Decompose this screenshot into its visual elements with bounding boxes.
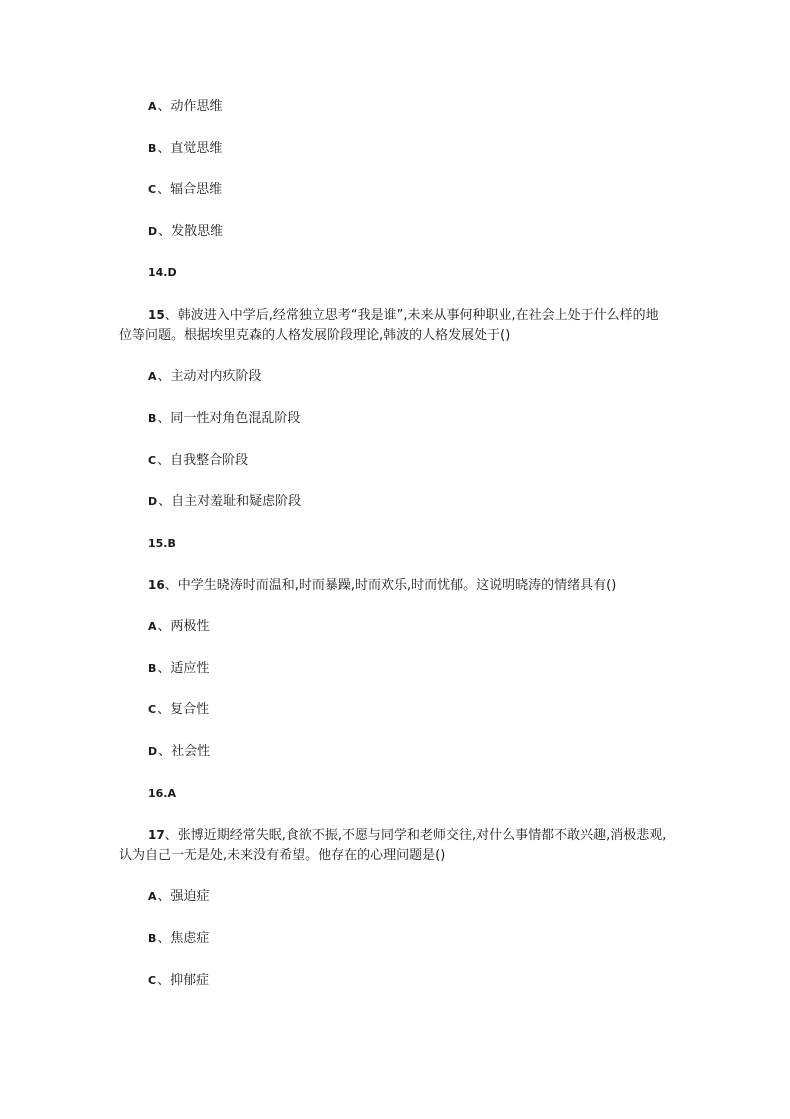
- q16-answer: 16.A: [148, 787, 176, 800]
- option-letter: B: [148, 932, 157, 945]
- q15-option-b: [148, 410, 300, 428]
- q14-option-d: [148, 223, 223, 241]
- question-separator: 、: [164, 828, 178, 843]
- option-separator: 、: [157, 141, 171, 156]
- option-text: 发散思维: [171, 224, 224, 239]
- option-text: 适应性: [170, 661, 210, 676]
- q17-option-c: [148, 972, 209, 990]
- option-text: 直觉思维: [170, 141, 223, 156]
- option-separator: 、: [157, 973, 171, 988]
- question-number: 17: [148, 828, 165, 842]
- option-separator: 、: [157, 369, 171, 384]
- question-separator: 、: [164, 578, 178, 593]
- option-letter: C: [148, 703, 157, 716]
- q14-answer: 14.D: [148, 266, 177, 279]
- q14-option-c: [148, 181, 222, 199]
- option-separator: 、: [157, 931, 171, 946]
- option-text: 同一性对角色混乱阶段: [170, 411, 301, 426]
- question-text: 韩波进入中学后,经常独立思考“我是谁”,未来从事何种职业,在社会上处于什么样的地位等问题。根据埃里克森的人格发展阶段理论,韩波的人格发展处于(): [119, 308, 659, 343]
- question-text: 中学生晓涛时而温和,时而暴躁,时而欢乐,时而忧郁。这说明晓涛的情绪具有(): [177, 578, 617, 593]
- option-letter: C: [148, 974, 157, 987]
- option-letter: D: [148, 745, 158, 758]
- q15-option-d: [148, 493, 301, 511]
- option-text: 自我整合阶段: [170, 453, 249, 468]
- q16-stem: [119, 575, 679, 596]
- option-separator: 、: [157, 661, 171, 676]
- option-text: 复合性: [170, 702, 210, 717]
- question-separator: 、: [164, 308, 178, 323]
- q16-option-a: [148, 618, 210, 636]
- option-letter: C: [148, 183, 157, 196]
- option-letter: D: [148, 225, 158, 238]
- q15-stem: [119, 305, 667, 346]
- option-text: 自主对羞耻和疑虑阶段: [171, 494, 302, 509]
- option-separator: 、: [157, 702, 171, 717]
- option-separator: 、: [158, 224, 172, 239]
- option-letter: B: [148, 662, 157, 675]
- q15-option-a: [148, 368, 262, 386]
- option-text: 焦虑症: [170, 931, 210, 946]
- option-separator: 、: [157, 411, 171, 426]
- option-text: 动作思维: [170, 99, 223, 114]
- option-letter: A: [148, 370, 157, 383]
- option-text: 抑郁症: [170, 973, 210, 988]
- question-number: 16: [148, 578, 165, 592]
- q17-stem: [119, 825, 667, 866]
- q16-option-b: [148, 660, 209, 678]
- q15-answer: 15.B: [148, 537, 176, 550]
- option-text: 主动对内疚阶段: [170, 369, 262, 384]
- q14-option-b: [148, 140, 222, 158]
- option-letter: D: [148, 495, 158, 508]
- option-text: 社会性: [171, 744, 211, 759]
- q14-option-a: [148, 98, 223, 116]
- option-separator: 、: [157, 453, 171, 468]
- option-text: 两极性: [170, 619, 210, 634]
- option-letter: B: [148, 412, 157, 425]
- q15-option-c: [148, 452, 248, 470]
- option-letter: C: [148, 454, 157, 467]
- option-letter: B: [148, 142, 157, 155]
- question-number: 15: [148, 308, 165, 322]
- option-separator: 、: [158, 494, 172, 509]
- option-separator: 、: [157, 182, 171, 197]
- q17-option-b: [148, 930, 209, 948]
- option-separator: 、: [157, 619, 171, 634]
- q16-option-d: [148, 743, 210, 761]
- option-letter: A: [148, 620, 157, 633]
- option-letter: A: [148, 890, 157, 903]
- option-letter: A: [148, 100, 157, 113]
- option-separator: 、: [157, 99, 171, 114]
- option-separator: 、: [157, 889, 171, 904]
- option-text: 辐合思维: [170, 182, 223, 197]
- option-text: 强迫症: [170, 889, 210, 904]
- option-separator: 、: [158, 744, 172, 759]
- q16-option-c: [148, 701, 209, 719]
- q17-option-a: [148, 888, 210, 906]
- question-text: 张博近期经常失眠,食欲不振,不愿与同学和老师交往,对什么事情都不敢兴趣,消极悲观,认为自己一无是处,未来没有希望。他存在的心理问题是(): [119, 828, 667, 863]
